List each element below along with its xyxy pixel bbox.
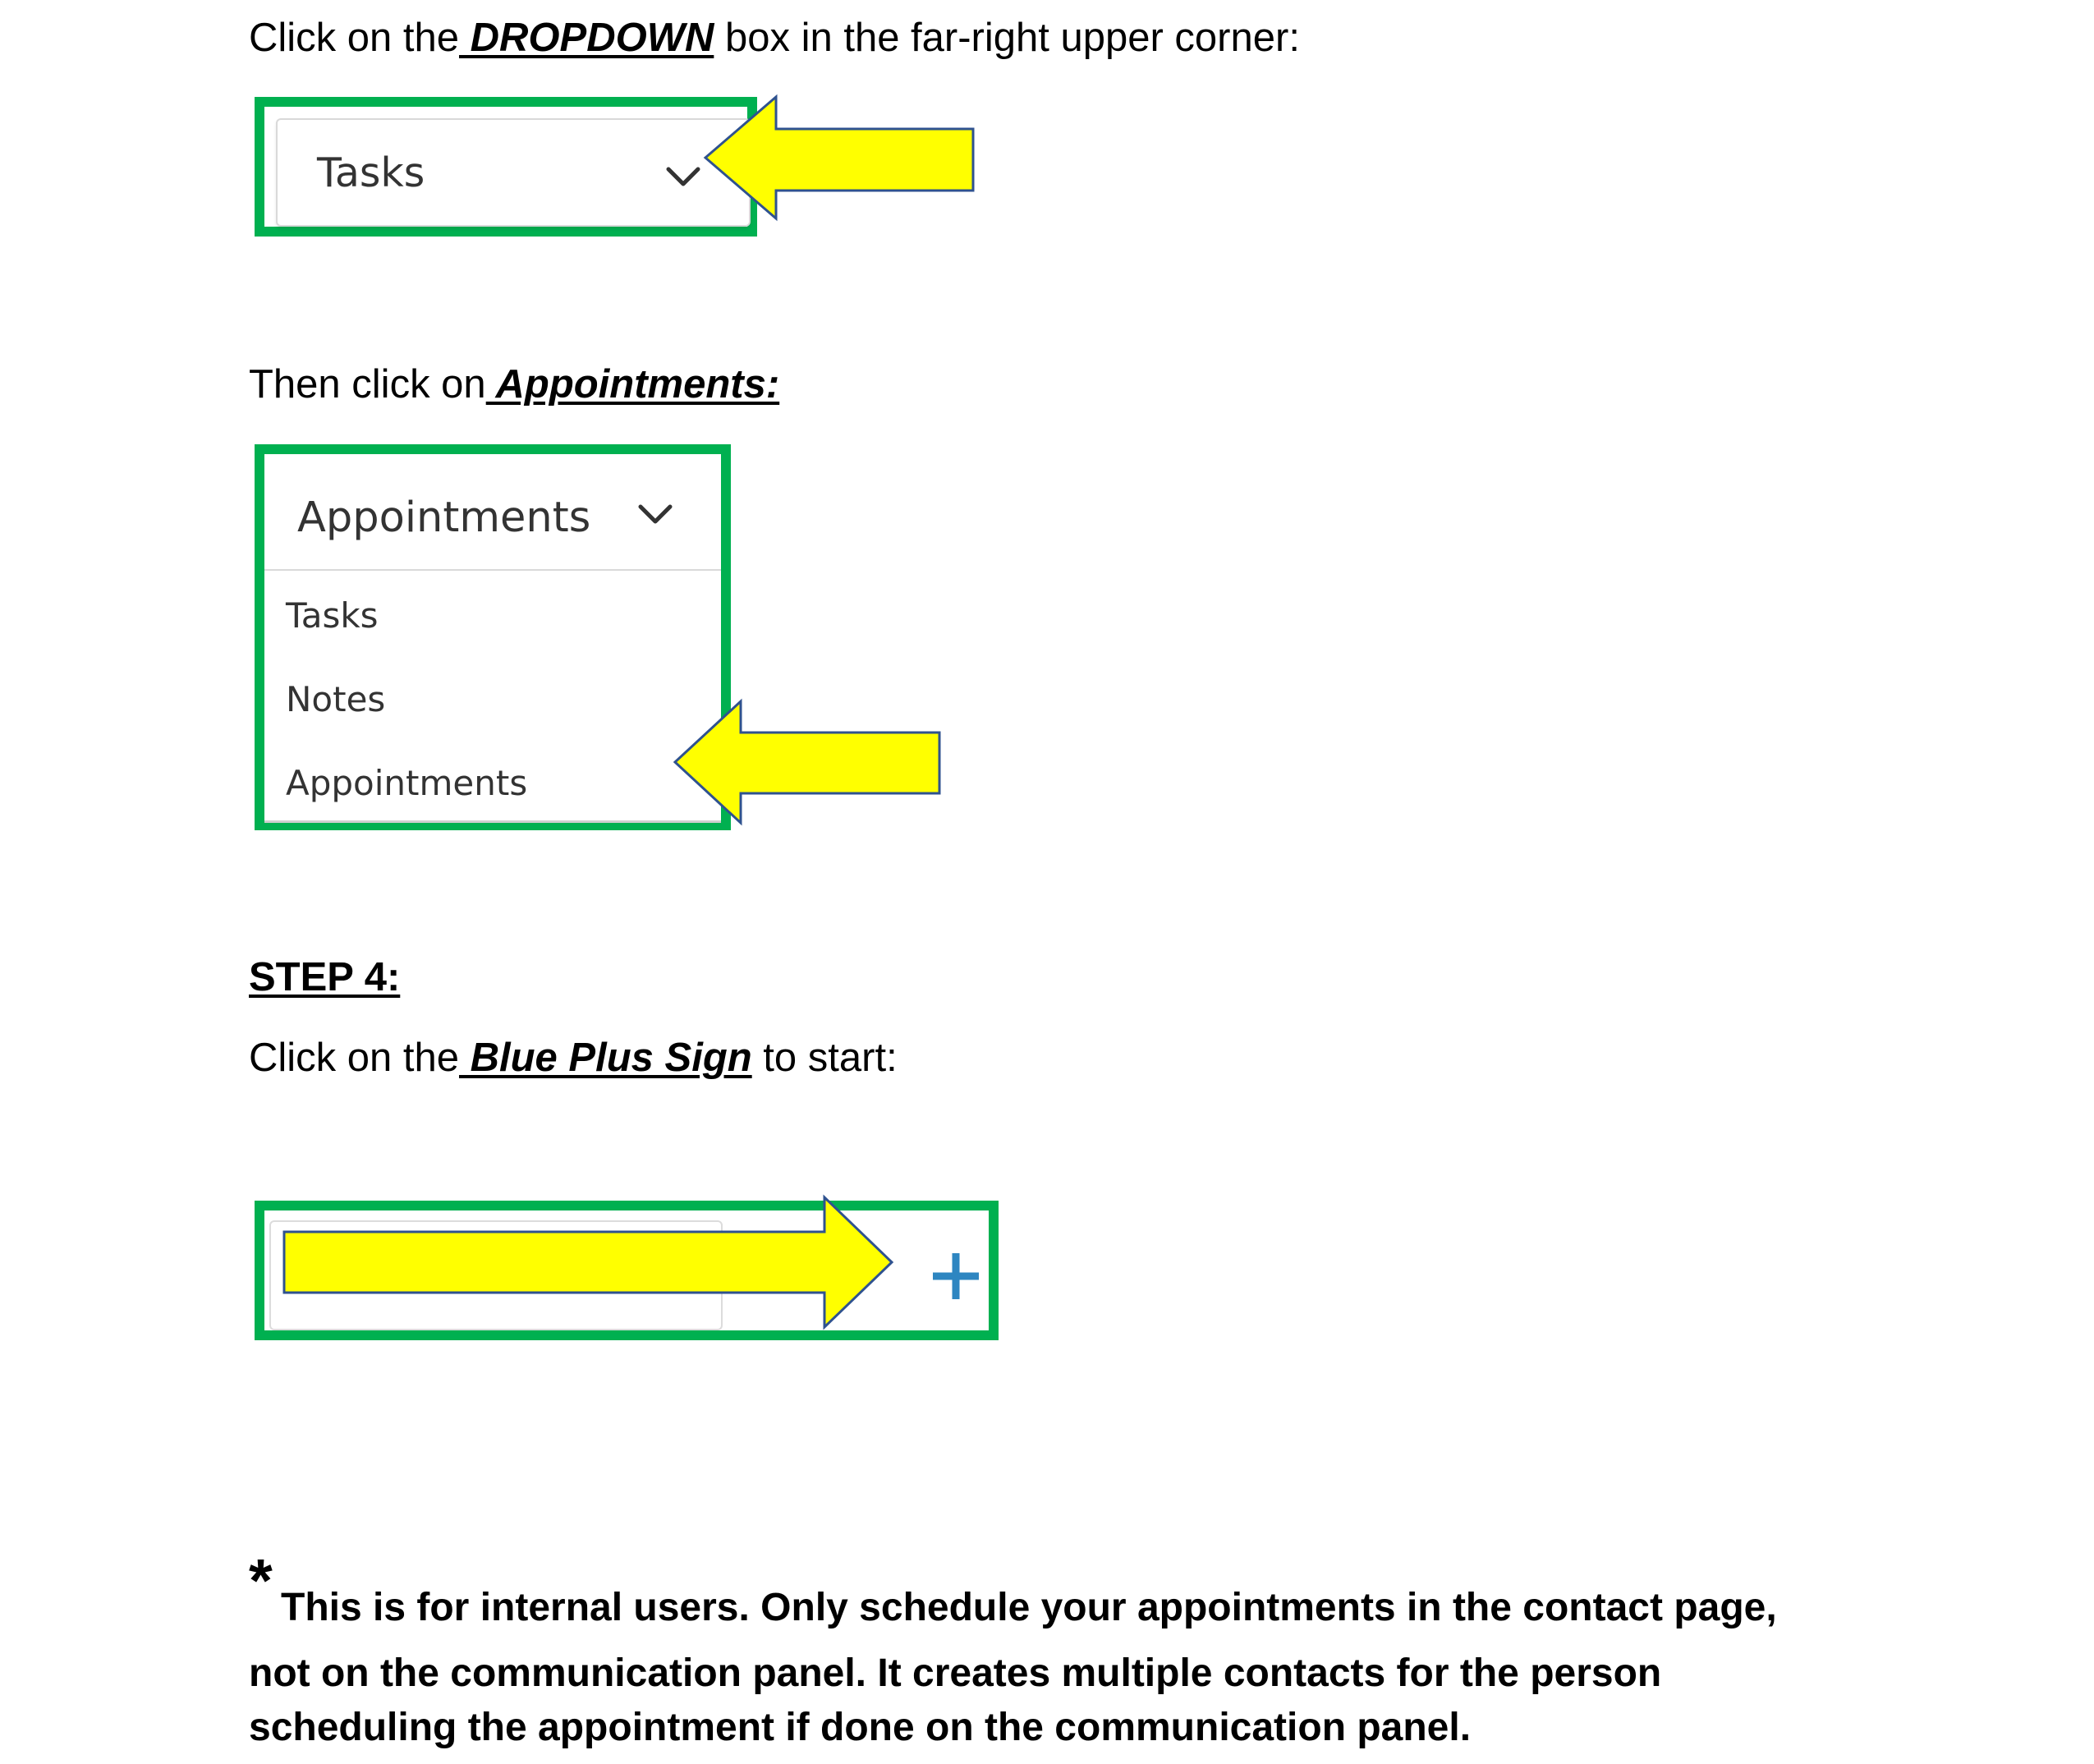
note-line-3: scheduling the appointment if done on the communication panel. xyxy=(249,1706,1472,1749)
tasks-dropdown[interactable] xyxy=(276,118,751,227)
instruction-prefix: Click on the xyxy=(249,1036,460,1080)
dropdown-option-tasks[interactable] xyxy=(286,595,379,645)
instruction-emphasis-dropdown: DROPDOWN xyxy=(459,16,714,60)
instruction-prefix: Then click on xyxy=(249,362,486,407)
plus-icon[interactable] xyxy=(930,1250,982,1302)
chevron-down-icon xyxy=(665,166,701,189)
option-label: Notes xyxy=(286,679,386,719)
option-label: Tasks xyxy=(286,595,379,636)
instruction-suffix: to start: xyxy=(751,1036,898,1080)
dropdown-selected-value: Tasks xyxy=(317,149,425,196)
note-line-2: not on the communication panel. It creates multiple contacts for the person xyxy=(249,1651,1662,1695)
dropdown-option-notes[interactable] xyxy=(286,679,385,728)
dropdown-option-list xyxy=(264,571,721,823)
dropdown-selected-value: Appointments xyxy=(297,494,591,542)
dropdown-open-highlight xyxy=(255,444,731,830)
dropdown-closed-highlight xyxy=(255,97,757,237)
instruction-emphasis-appointments: Appointments: xyxy=(485,362,780,407)
instruction-appointments xyxy=(249,362,780,407)
step-4-heading: STEP 4: xyxy=(249,955,401,999)
appointments-dropdown[interactable] xyxy=(264,454,721,571)
chevron-down-icon xyxy=(637,503,673,526)
instruction-emphasis-plus-sign: Blue Plus Sign xyxy=(459,1036,752,1080)
instruction-plus-sign xyxy=(249,1038,898,1078)
option-label: Appointments xyxy=(286,763,528,803)
instruction-prefix: Click on the xyxy=(249,16,460,60)
callout-arrow-right-icon xyxy=(279,1194,897,1330)
instruction-suffix: box in the far-right upper corner: xyxy=(714,16,1300,60)
note-line-1: This is for internal users. Only schedule your appointments in the contact page, xyxy=(281,1586,1777,1629)
callout-arrow-left-icon xyxy=(672,696,944,828)
dropdown-option-appointments[interactable] xyxy=(286,763,527,812)
callout-arrow-left-icon xyxy=(702,92,977,223)
instruction-dropdown xyxy=(249,18,1300,58)
note-asterisk: * xyxy=(249,1546,273,1615)
